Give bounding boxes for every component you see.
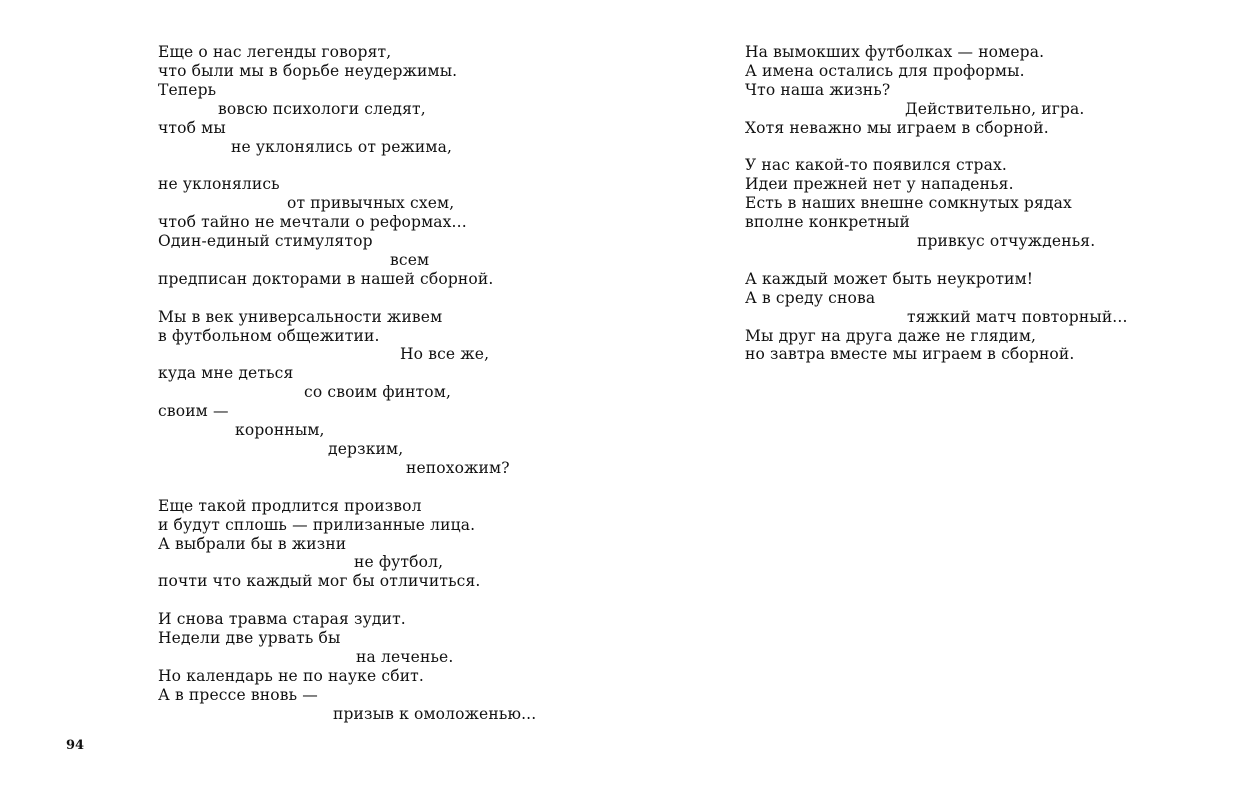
poem-line: призыв к омоложенью... [333, 704, 537, 723]
poem-line: в футбольном общежитии. [158, 326, 380, 345]
poem-line: не уклонялись от режима, [231, 137, 453, 156]
poem-line: Один-единый стимулятор [158, 232, 373, 251]
poem-line: от привычных схем, [287, 194, 455, 213]
stanza-gap [745, 138, 1128, 157]
poem-line: А выбрали бы в жизни [158, 534, 347, 553]
poem-line: Действительно, игра. [905, 99, 1085, 118]
poem-line: Недели две урвать бы [158, 629, 341, 648]
stanza-gap [158, 478, 536, 497]
poem-line: Хотя неважно мы играем в сборной. [745, 118, 1049, 137]
poem-line: А имена остались для проформы. [745, 61, 1025, 80]
poem-line: Есть в наших внешне сомкнутых рядах [745, 194, 1072, 213]
poem-line: куда мне деться [158, 364, 294, 383]
poem-line: что были мы в борьбе неудержимы. [158, 61, 458, 80]
poem-line: своим — [158, 402, 229, 421]
poem-line: со своим финтом, [304, 383, 452, 402]
poem-line: предписан докторами в нашей сборной. [158, 269, 494, 288]
page-number: 94 [66, 738, 85, 753]
stanza-gap [158, 156, 536, 175]
stanza-gap [158, 591, 536, 610]
poem-line: дерзким, [328, 440, 404, 458]
poem-line: Еще о нас легенды говорят, [158, 43, 392, 61]
poem-line: Мы в век универсальности живем [158, 307, 443, 326]
poem-line: вполне конкретный [745, 213, 910, 232]
poem-line: На вымокших футболках — номера. [745, 43, 1045, 61]
poem-line: коронным, [235, 421, 325, 440]
poem-line: тяжкий матч повторный... [907, 307, 1128, 326]
poem-line: Мы друг на друга даже не глядим, [745, 326, 1037, 345]
poem-line: У нас какой-то появился страх. [745, 156, 1007, 175]
poem-line: не уклонялись [158, 175, 280, 194]
poem-line: Но все же, [400, 345, 490, 364]
poem-line: Идеи прежней нет у нападенья. [745, 175, 1014, 194]
poem-line: не футбол, [354, 553, 444, 572]
poem-left [158, 43, 536, 724]
poem-right [745, 43, 1128, 364]
poem-line: Но календарь не по науке сбит. [158, 666, 424, 685]
poem-line: Теперь [158, 80, 217, 99]
stanza-gap [158, 289, 536, 308]
right-page [625, 0, 1250, 800]
poem-line: и будут сплошь — прилизанные лица. [158, 515, 476, 534]
poem-line: А в среду снова [745, 288, 876, 307]
poem-line: всем [390, 250, 430, 269]
poem-line: но завтра вместе мы играем в сборной. [745, 345, 1075, 364]
poem-line: И снова травма старая зудит. [158, 610, 406, 629]
poem-line: чтоб тайно не мечтали о реформах... [158, 213, 467, 232]
poem-line: А в прессе вновь — [158, 685, 318, 704]
stanza-gap [745, 251, 1128, 270]
poem-line: чтоб мы [158, 118, 226, 137]
poem-line: Что наша жизнь? [745, 80, 891, 99]
poem-line: непохожим? [406, 458, 510, 477]
poem-line: привкус отчужденья. [917, 232, 1096, 251]
poem-line: на леченье. [356, 647, 454, 666]
poem-line: А каждый может быть неукротим! [745, 269, 1034, 288]
poem-line: вовсю психологи следят, [218, 99, 426, 118]
poem-line: почти что каждый мог бы отличиться. [158, 572, 481, 591]
poem-line: Еще такой продлится произвол [158, 496, 422, 515]
